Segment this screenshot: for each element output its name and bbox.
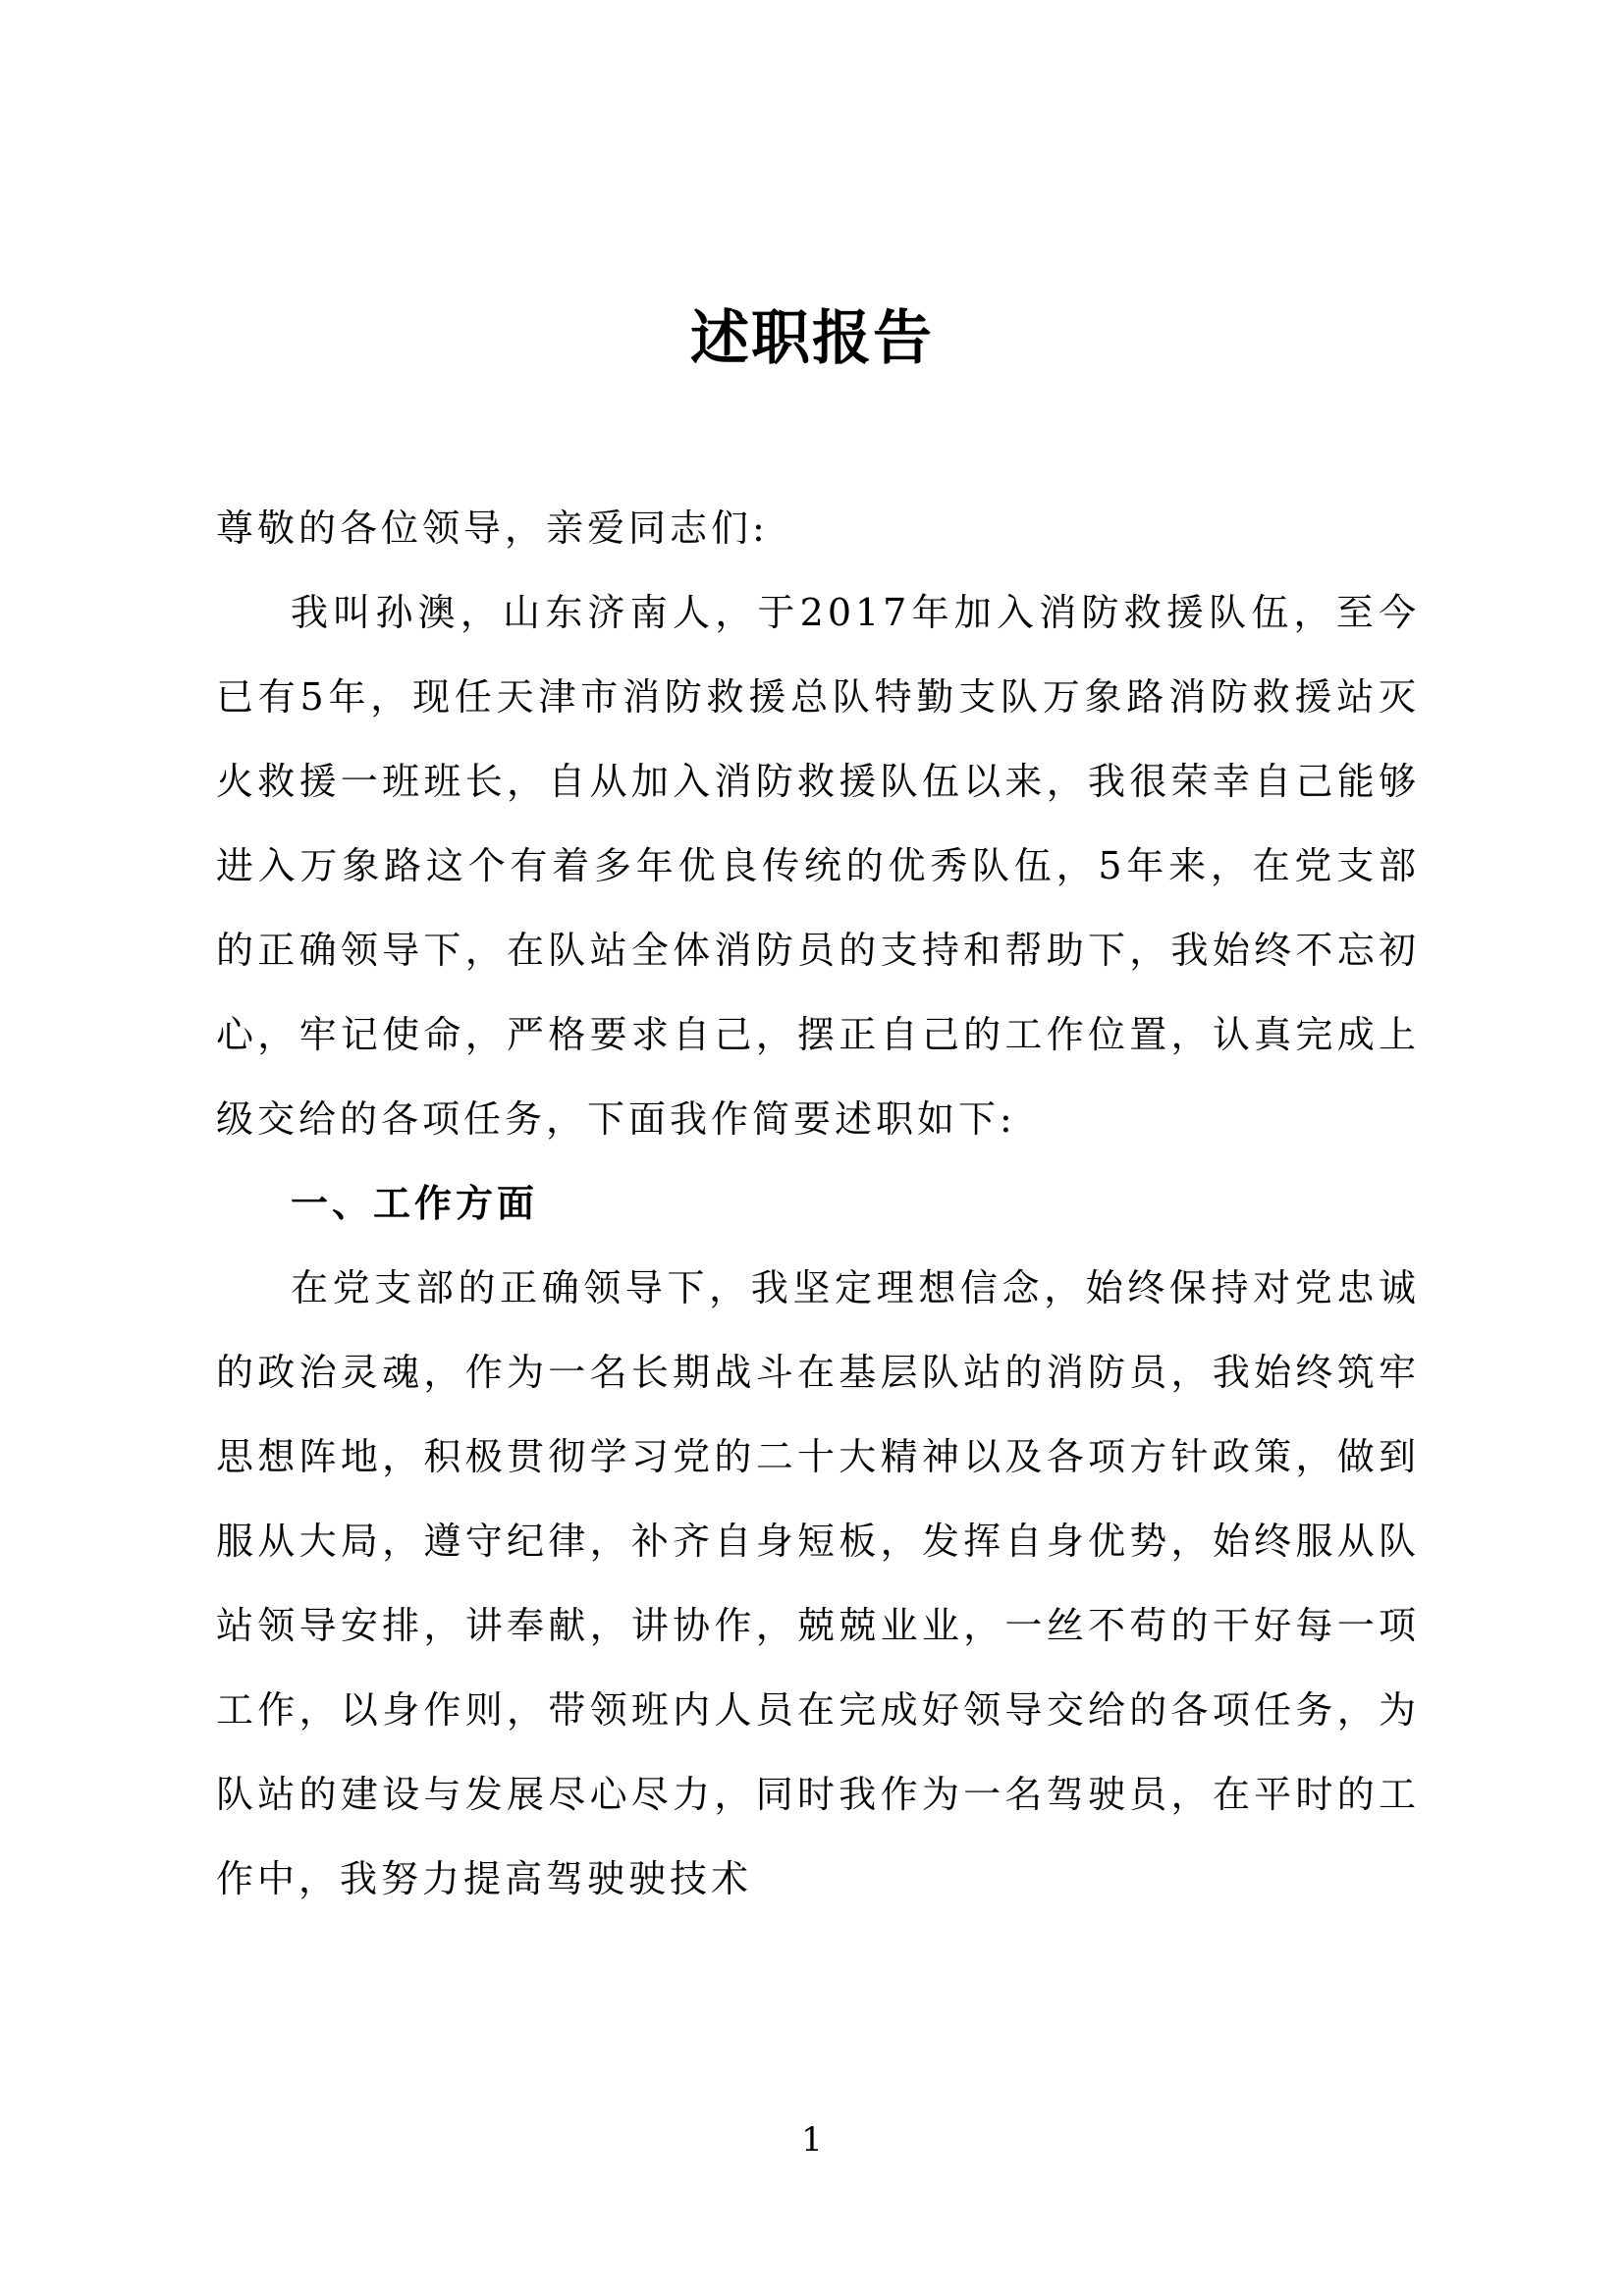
document-title: 述职报告 [690,304,934,373]
work-paragraph: 在党支部的正确领导下，我坚定理想信念，始终保持对党忠诚的政治灵魂，作为一名长期战斗在基层队站的消防员，我始终筑牢思想阵地，积极贯彻学习党的二十大精神以及各项方针政策，做到服从大局，遵守纪律，补齐自身短板，发挥自身优势，始终服从队站领导安排，讲奉献，讲协作，兢兢业业，一丝不苟的干好每一项工作，以身作则，带领班内人员在完成好领导交给的各项任务，为队站的建设与发展尽心尽力，同时我作为一名驾驶员，在平时的工作中，我努力提高驾驶驶技术 [216,1266,1420,1900]
intro-paragraph: 我叫孙澳，山东济南人，于2017年加入消防救援队伍，至今已有5年，现任天津市消防救援总队特勤支队万象路消防救援站灭火救援一班班长，自从加入消防救援队伍以来，我很荣幸自己能够进入万象路这个有着多年优良传统的优秀队伍，5年来，在党支部的正确领导下，在队站全体消防员的支持和帮助下，我始终不忘初心，牢记使命，严格要求自己，摆正自己的工作位置，认真完成上级交给的各项任务，下面我作简要述职如下: [216,591,1420,1141]
salutation: 尊敬的各位领导，亲爱同志们: [216,507,769,550]
section-heading: 一、工作方面 [291,1182,539,1225]
page-number: 1 [801,2120,823,2160]
document-body [216,486,1420,1921]
